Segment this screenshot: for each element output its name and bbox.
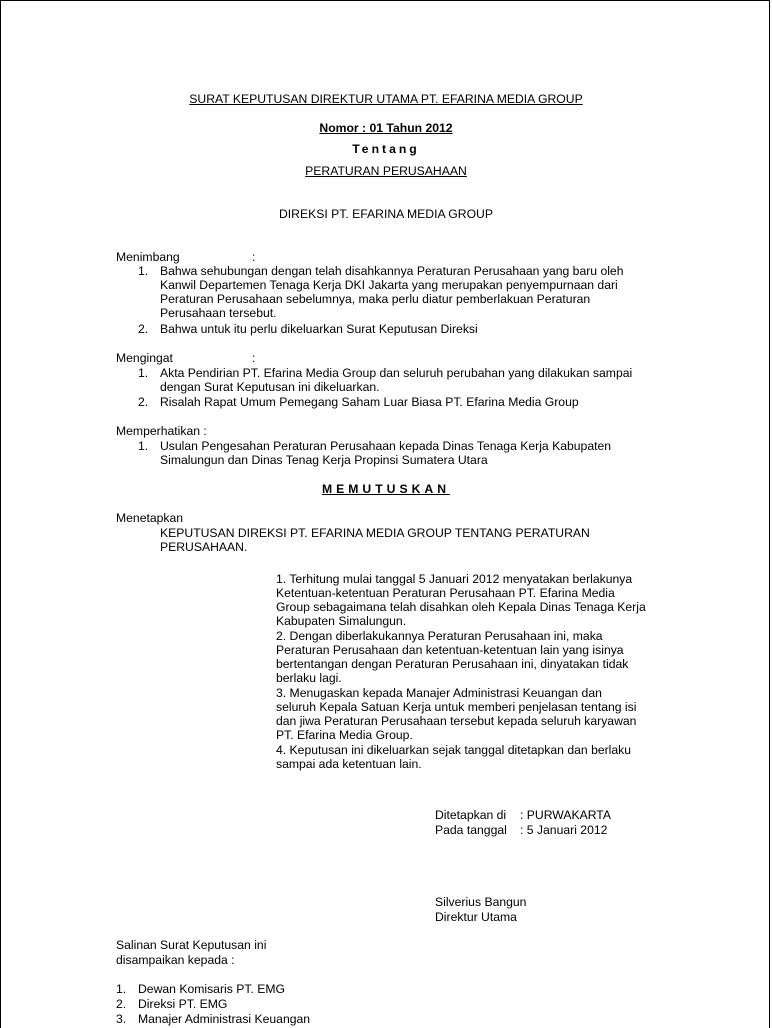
document-number: Nomor : 01 Tahun 2012 xyxy=(319,121,453,135)
salinan-item-3: Manajer Administrasi Keuangan xyxy=(138,1012,311,1026)
menetapkan-text: KEPUTUSAN DIREKSI PT. EFARINA MEDIA GROUP TENTANG PERATURAN PERUSAHAAN. xyxy=(160,526,590,554)
menimbang-label: Menimbang xyxy=(116,250,180,264)
document-subject: PERATURAN PERUSAHAAN xyxy=(305,164,467,178)
decisions-list xyxy=(276,572,657,771)
menimbang-colon: : xyxy=(252,250,256,264)
date-label: Pada tanggal xyxy=(435,823,507,837)
salinan-line-2: disampaikan kepada : xyxy=(116,953,235,967)
salinan-item-3-num: 3. xyxy=(116,1012,127,1026)
menimbang-item-1-num: 1. xyxy=(138,264,149,278)
place-label: Ditetapkan di xyxy=(435,808,507,822)
memperhatikan-label: Memperhatikan : xyxy=(116,424,207,438)
menimbang-item-1: Bahwa sehubungan dengan telah disahkannya Peraturan Perusahaan yang baru oleh Kanwil Departemen Tenaga Kerja DKI Jakarta yang merupakan penyempurnaan dari Peraturan Perusahaan sebelumnya, maka perlu diatur pemberlakuan Peraturan Perusahaan tersebut. xyxy=(160,264,624,320)
salinan-item-1: Dewan Komisaris PT. EMG xyxy=(138,982,285,996)
salinan-item-1-num: 1. xyxy=(116,982,127,996)
issuer-heading: DIREKSI PT. EFARINA MEDIA GROUP xyxy=(278,207,493,221)
salinan-item-2-num: 2. xyxy=(116,997,127,1011)
menimbang-item-2-num: 2. xyxy=(138,322,149,336)
mengingat-item-1-num: 1. xyxy=(138,366,149,380)
decision-item: 3. Menugaskan kepada Manajer Administrasi Keuangan dan seluruh Kepala Satuan Kerja untuk memberi penjelasan tentang isi dan jiwa Peraturan Perusahaan tersebut kepada seluruh karyawan PT. Efarina Media Group. xyxy=(276,686,637,742)
salinan-item-2: Direksi PT. EMG xyxy=(138,997,228,1011)
date-value: : 5 Januari 2012 xyxy=(520,823,608,837)
memperhatikan-item-1: Usulan Pengesahan Peraturan Perusahaan kepada Dinas Tenaga Kerja Kabupaten Simalungun dan Dinas Tenag Kerja Propinsi Sumatera Utara xyxy=(160,439,612,467)
decision-item: 1. Terhitung mulai tanggal 5 Januari 2012 menyatakan berlakunya Ketentuan-ketentuan Peraturan Perusahaan PT. Efarina Media Group sebagaimana telah disahkan oleh Kepala Dinas Tenaga Kerja Kabupaten Simalungun. xyxy=(276,572,646,628)
menetapkan-label: Menetapkan xyxy=(116,511,184,525)
decision-item: 2. Dengan diberlakukannya Peraturan Perusahaan ini, maka Peraturan Perusahaan dan ketentuan-ketentuan lain yang isinya bertentangan dengan Peraturan Perusahaan ini, dinyatakan tidak berlaku lagi. xyxy=(276,629,629,685)
document-title: SURAT KEPUTUSAN DIREKTUR UTAMA PT. EFARINA MEDIA GROUP xyxy=(189,92,583,106)
signatory-position: Direktur Utama xyxy=(435,910,517,924)
mengingat-label: Mengingat xyxy=(116,351,173,365)
memutuskan-heading: MEMUTUSKAN xyxy=(321,482,450,496)
place-value: : PURWAKARTA xyxy=(520,808,611,822)
signatory-name: Silverius Bangun xyxy=(435,895,527,909)
salinan-line-1: Salinan Surat Keputusan ini xyxy=(116,938,267,952)
decision-item: 4. Keputusan ini dikeluarkan sejak tanggal ditetapkan dan berlaku sampai ada ketentuan lain. xyxy=(276,743,632,771)
mengingat-item-2: Risalah Rapat Umum Pemegang Saham Luar Biasa PT. Efarina Media Group xyxy=(160,395,579,409)
memperhatikan-item-1-num: 1. xyxy=(138,439,149,453)
menimbang-item-2: Bahwa untuk itu perlu dikeluarkan Surat Keputusan Direksi xyxy=(160,322,478,336)
mengingat-item-1: Akta Pendirian PT. Efarina Media Group dan seluruh perubahan yang dilakukan sampai dengan Surat Keputusan ini dikeluarkan. xyxy=(160,366,633,394)
mengingat-item-2-num: 2. xyxy=(138,395,149,409)
tentang-heading: Tentang xyxy=(352,142,420,156)
mengingat-colon: : xyxy=(252,351,256,365)
